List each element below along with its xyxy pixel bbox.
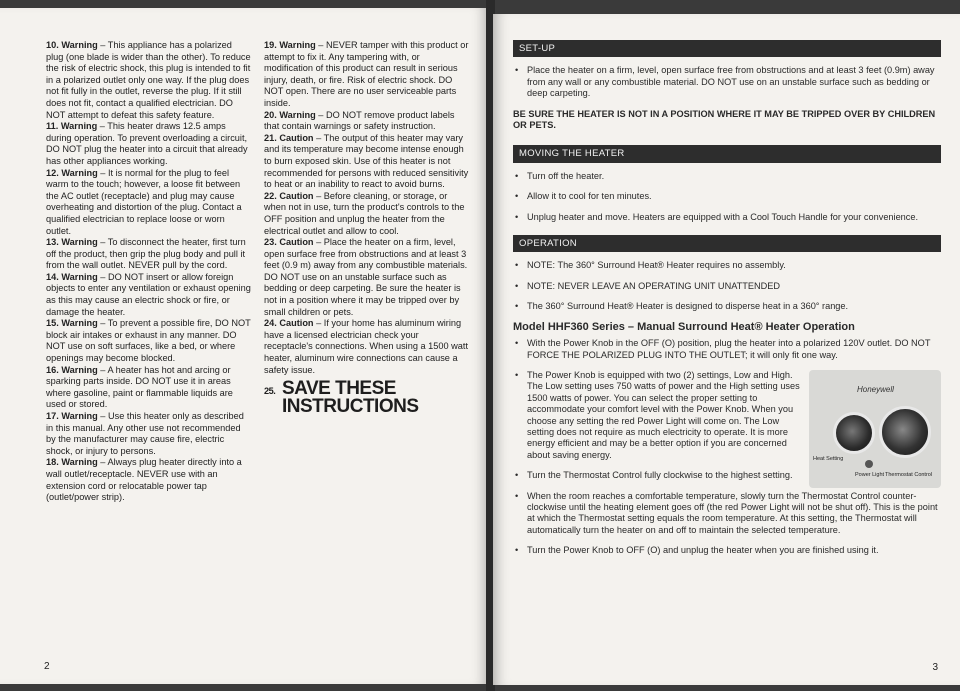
warning-number: 17. [46,411,59,421]
warning-number: 14. [46,271,59,282]
warning-number: 22. [264,190,277,201]
warning-item [264,40,469,110]
warning-text: – To disconnect the heater, first turn off the product, then grip the plug body and pull it from the wall outlet. NEVER pull by the cord. [46,237,246,271]
warning-text: – DO NOT remove product labels that contain warnings or safety instruction. [264,109,455,132]
warning-text: – It is normal for the plug to feel warm to the touch; however, a loose fit between the AC outlet (receptacle) and plug may cause overheating and distortion of the plug. Contact a qualified electrician to replace loose or worn outlet. [46,167,242,236]
warning-number: 12. [46,167,59,178]
warning-item [46,457,251,503]
model-bullet: • With the Power Knob in the OFF (O) position, plug the heater into a polarized 120V outlet. DO NOT FORCE THE POLARIZED PLUG INTO THE OUTLET; it will only fit one way. [513,338,941,361]
warning-text: – This appliance has a polarized plug (one blade is wider than the other). To reduce the risk of electric shock, this plug is intended to fit in a polarized outlet only one way. If the plug does not fit fully in the outlet, reverse the plug. If it still does not fit, contact a qualified electrician. DO NOT attempt to defeat this safety feature. [46,40,251,120]
instructions-column [513,40,941,566]
warning-label: Warning [61,457,98,468]
setup-bullet: • Place the heater on a firm, level, open surface free from obstructions and at least 3 feet (0.9m) away from any wall or any combustible material. DO NOT use on an unstable surface such as bedding or deep carpeting. [513,65,941,99]
warnings-column-2 [264,40,469,416]
warnings-column-1 [46,40,251,504]
warning-item [46,168,251,238]
power-light-icon [865,460,873,468]
warning-label: Caution [279,132,314,143]
warning-item [46,365,251,411]
operation-banner: OPERATION [513,235,941,252]
moving-bullet: • Unplug heater and move. Heaters are equipped with a Cool Touch Handle for your convenience. [513,212,941,223]
warning-label: Warning [61,271,98,282]
operation-bullet: • The 360° Surround Heat® Heater is designed to disperse heat in a 360° range. [513,301,941,312]
operation-bullet: • NOTE: NEVER LEAVE AN OPERATING UNIT UNATTENDED [513,281,941,292]
warning-number: 11. [46,121,59,132]
save-instructions-heading [264,380,469,416]
power-knob-icon [833,412,875,454]
warning-label: Warning [60,121,98,132]
warning-item [46,237,251,272]
warning-text: – The output of this heater may vary and its temperature may become intense enough to burn exposed skin. Use of this heater is not recommended for persons with reduced sensitivity to heat or an inability to react to avoid burns. [264,132,469,190]
warning-item [264,318,469,376]
knob-section [513,370,941,482]
warning-item [264,191,469,237]
save-line-1: SAVE THESE [282,378,396,400]
warning-number: 20. [264,109,277,120]
warning-item [264,133,469,191]
warning-number: 16. [46,364,59,375]
warning-label: Caution [279,190,314,201]
warning-label: Caution [279,237,314,248]
warning-number: 21. [264,132,277,143]
warning-label: Warning [279,40,316,50]
brand-logo: Honeywell [857,384,894,394]
page-number: 2 [44,661,50,672]
warning-text: – A heater has hot and arcing or sparking parts inside. DO NOT use it in areas where gasoline, paint or flammable liquids are used or stored. [46,364,233,410]
moving-banner: MOVING THE HEATER [513,145,941,162]
warning-item [264,110,469,133]
thermostat-knob-icon [879,406,931,458]
warning-item [46,318,251,364]
warning-text: – DO NOT insert or allow foreign objects to enter any ventilation or exhaust opening as this may cause an electric shock or fire, or damage the heater. [46,271,251,317]
model-bullet: • The Power Knob is equipped with two (2) settings, Low and High. The Low setting uses 750 watts of power and the High setting uses 1500 watts of power. You can select the proper setting to accommodate your comfort level with the Power Knob. When you choose any setting the red Power Light will come on. The Low setting does not require as much electricity to operate. It is more energy efficient and may be a better option if you are concerned about saving energy. [513,370,807,461]
warning-text: – Always plug heater directly into a wall outlet/receptacle. NEVER use with an extension cord or relocatable power tap (outlet/power strip). [46,457,242,503]
warning-number: 10. [46,40,59,50]
warning-number: 23. [264,237,277,248]
warning-number: 24. [264,318,277,329]
warning-number: 15. [46,318,59,329]
photo-label-light: Power Light [855,471,885,478]
page-number: 3 [932,662,938,673]
warning-item [46,411,251,457]
warning-number: 25. [264,386,276,397]
warning-label: Warning [61,364,98,375]
moving-bullet: • Allow it to cool for ten minutes. [513,191,941,202]
warning-text: – If your home has aluminum wiring have a licensed electrician check your receptacle's connections. When using a 1500 watt heater, aluminum wire connections can cause a safety issue. [264,318,469,375]
model-heading: Model HHF360 Series – Manual Surround Heat® Heater Operation [513,320,855,333]
warning-item [46,121,251,167]
model-bullet: • Turn the Thermostat Control fully clockwise to the highest setting. [513,470,807,481]
setup-banner: SET-UP [513,40,941,57]
operation-bullet: • NOTE: The 360° Surround Heat® Heater requires no assembly. [513,260,941,271]
warning-label: Warning [61,318,98,329]
warning-label: Warning [279,109,316,120]
setup-caution: BE SURE THE HEATER IS NOT IN A POSITION WHERE IT MAY BE TRIPPED OVER BY CHILDREN OR PETS. [513,108,936,131]
warning-label: Warning [61,167,98,178]
warning-number: 18. [46,457,59,468]
warning-item [264,237,469,318]
warning-label: Warning [61,237,98,248]
photo-label-setting: Heat Setting [813,455,844,462]
warning-item [46,40,251,121]
warning-text: – This heater draws 12.5 amps during operation. To prevent overloading a circuit, DO NOT plug the heater into a circuit that already has other appliances working. [46,121,248,166]
warning-item [46,272,251,318]
right-page [493,14,960,685]
model-bullet: • Turn the Power Knob to OFF (O) and unplug the heater when you are finished using it. [513,545,941,556]
warning-label: Warning [61,411,98,421]
warning-text: – Use this heater only as described in this manual. Any other use not recommended by the manufacturer may cause fire, electric shock, or injury to persons. [46,411,244,456]
save-line-2: INSTRUCTIONS [282,396,419,418]
warning-number: 19. [264,40,277,50]
photo-label-thermostat: Thermostat Control [885,471,933,478]
warning-text: – To prevent a possible fire, DO NOT block air intakes or exhaust in any manner. DO NOT use on soft surfaces, like a bed, or where openings may become blocked. [46,318,251,364]
model-bullet: • When the room reaches a comfortable temperature, slowly turn the Thermostat Control counter-clockwise until the heating element goes off (the red Power Light will not be shut off). This is the point at which the Thermostat setting equals the room temperature. At this setting, the Thermostat will automatically turn the heater on and off to maintain the selected temperature. [513,491,941,537]
moving-bullet: • Turn off the heater. [513,171,941,182]
warning-number: 13. [46,237,59,248]
control-panel-photo [809,370,941,488]
warning-text: – Before cleaning, or storage, or when not in use, turn the product's controls to the OFF position and unplug the heater from the electrical outlet and allow to cool. [264,190,465,236]
warning-text: – Place the heater on a firm, level, open surface free from obstructions and at least 3 feet (0.9 m) away from any combustible materials. DO NOT use on an unstable surface such as bedding or deep carpeting. Be sure the heater is not in a position where it may be tripped over by small children or pets. [264,237,468,317]
left-page [0,8,488,684]
warning-label: Warning [61,40,98,50]
warning-text: – NEVER tamper with this product or attempt to fix it. Any tampering with, or modification of this product can result in serious injury, death, or fire. Risk of electric shock. DO NOT open. There are no user serviceable parts inside. [264,40,469,108]
warning-label: Caution [279,318,314,329]
